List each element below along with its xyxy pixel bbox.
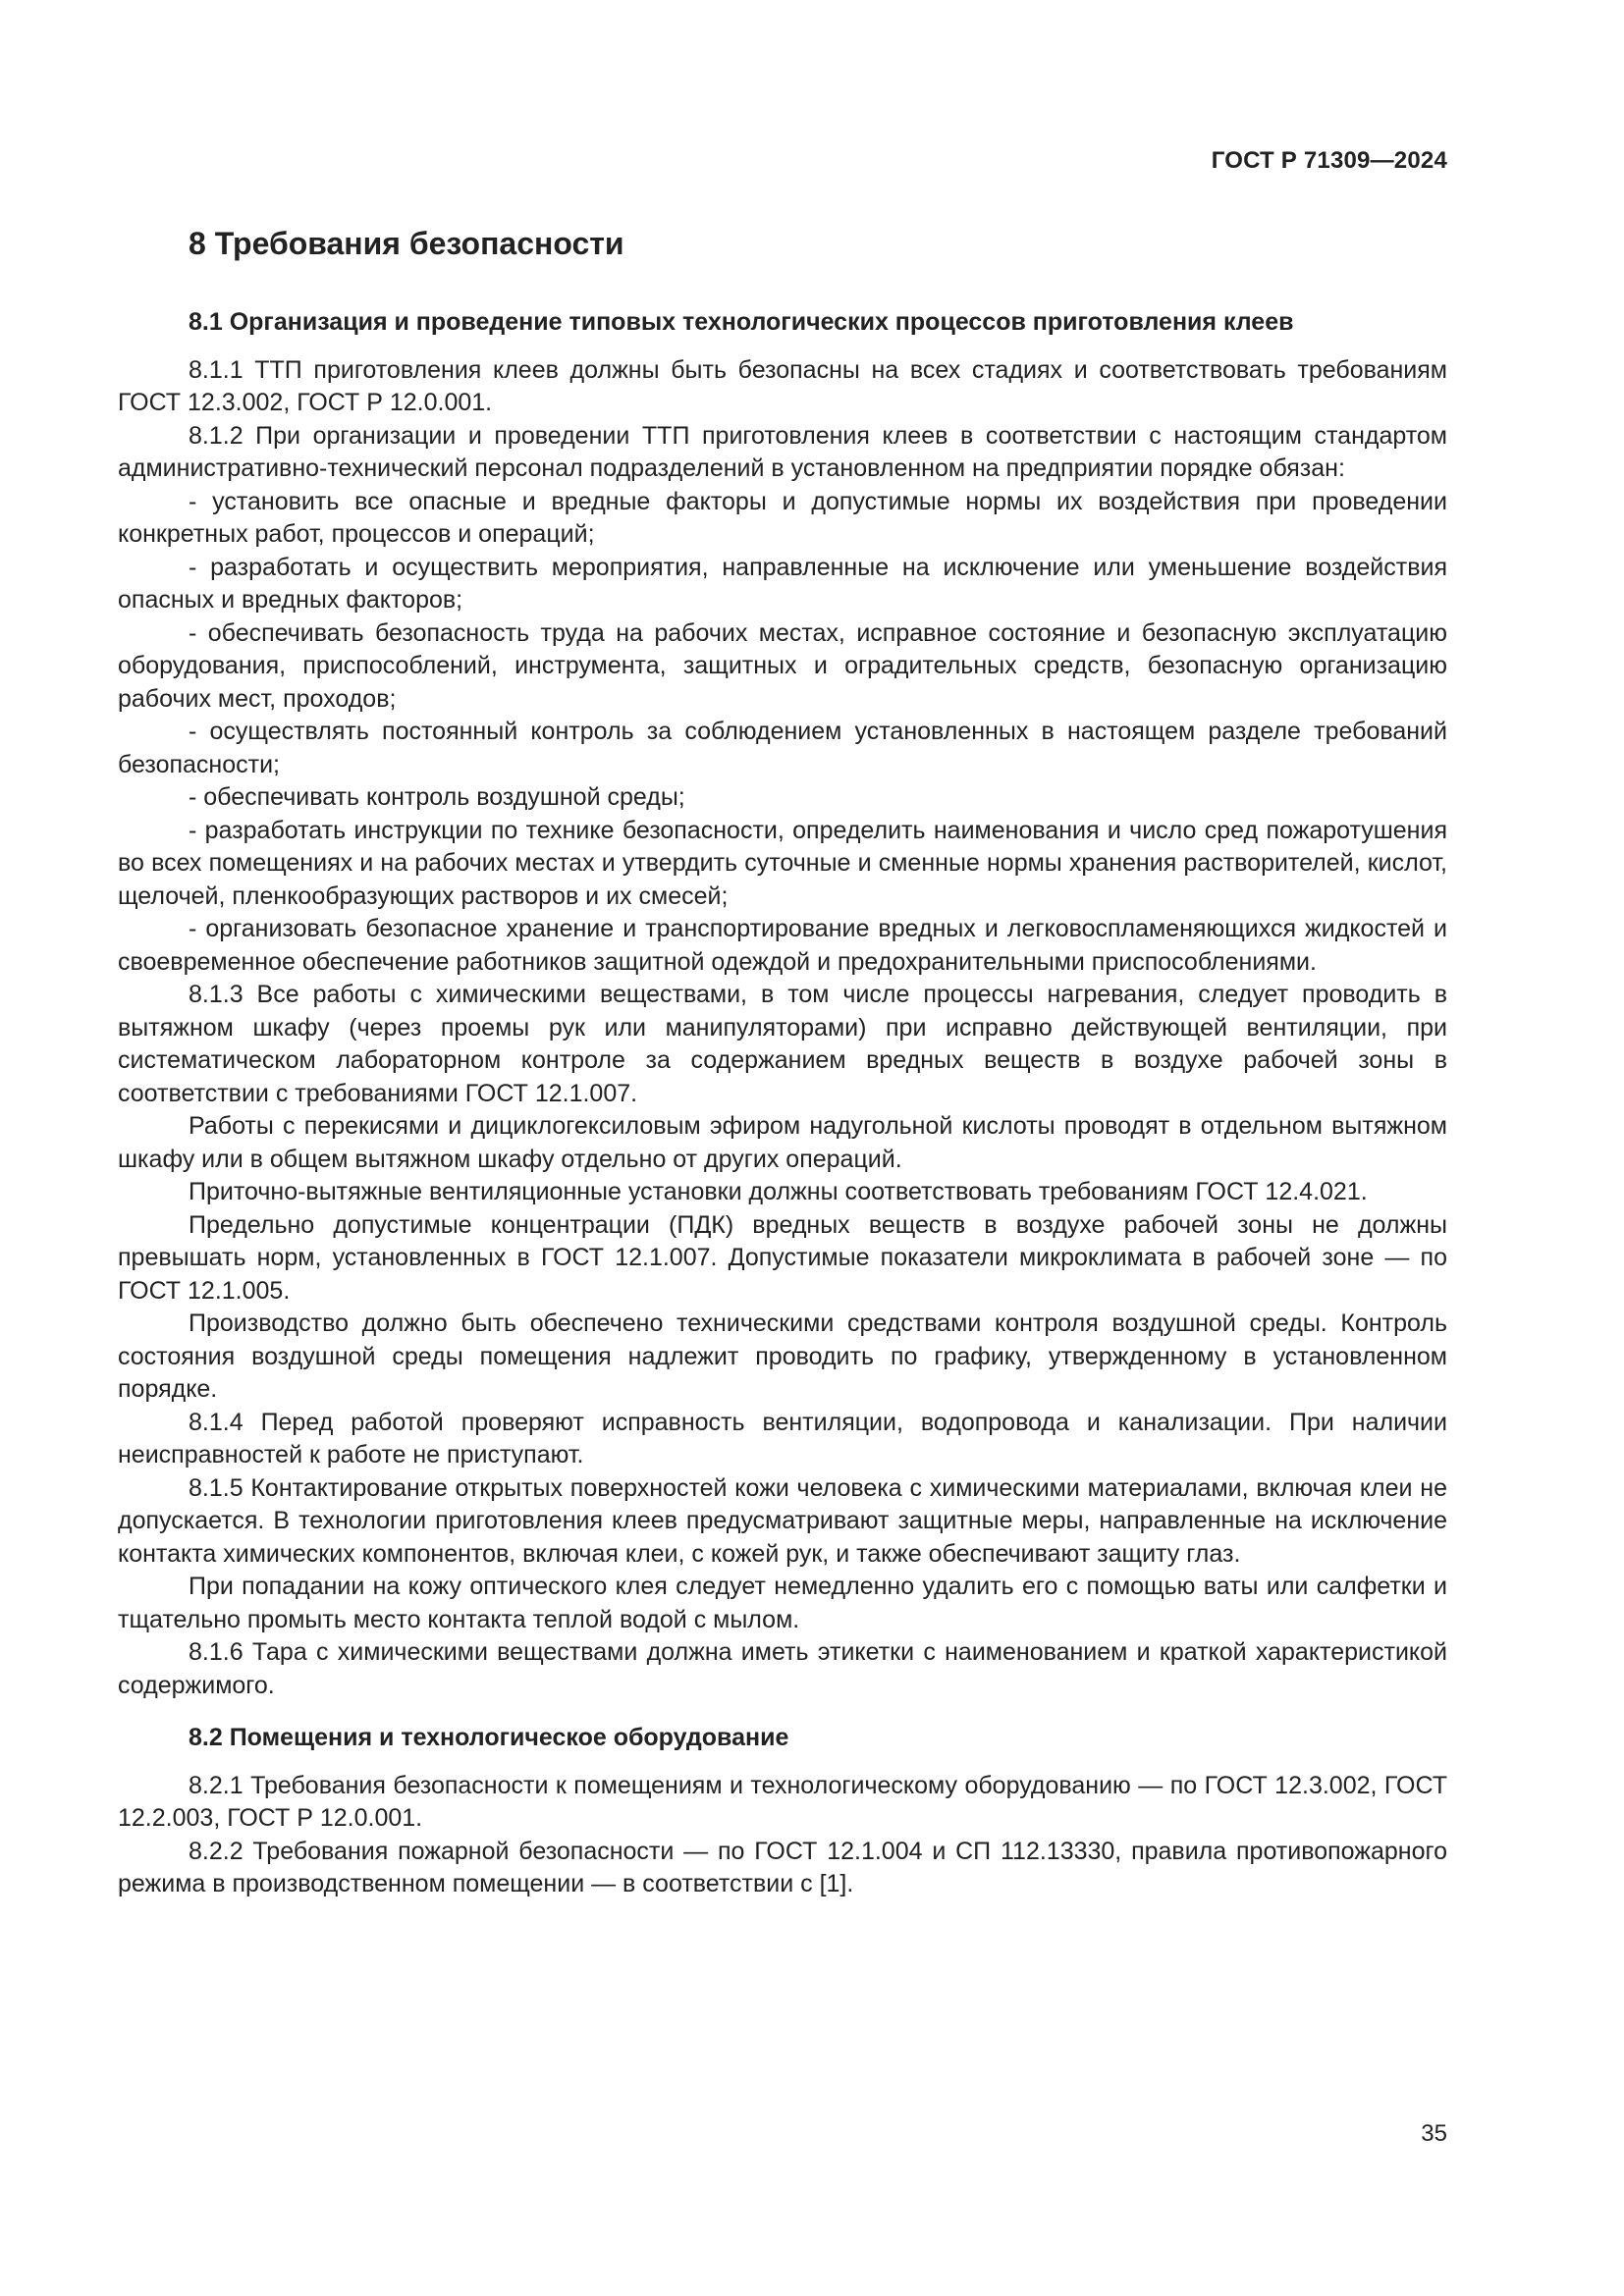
paragraph: При попадании на кожу оптического клея следует немедленно удалить его с помощью ваты или салфетки и тщательно промыть место контакта теплой водой с мылом. xyxy=(118,1573,1447,1633)
paragraph: Предельно допустимые концентрации (ПДК) вредных веществ в воздухе рабочей зоны не должны превышать норм, установленных в ГОСТ 12.1.007. Допустимые показатели микроклимата в рабочей зоне — по ГОСТ 12.1.005. xyxy=(118,1210,1447,1305)
list-item: - организовать безопасное хранение и транспортирование вредных и легковоспламеняющихся жидкостей и своевременное обеспечение работников защитной одеждой и предохранительными приспособлениями. xyxy=(118,915,1447,976)
list-item: - осуществлять постоянный контроль за соблюдением установленных в настоящем разделе требований безопасности; xyxy=(118,718,1447,778)
paragraph-8-1-5: 8.1.5 Контактирование открытых поверхностей кожи человека с химическими материалами, включая клеи не допускается. В технологии приготовления клеев предусматривают защитные меры, направленные на исключение контакта химических компонентов, включая клеи, с кожей рук, и также обеспечивают защиту глаз. xyxy=(118,1473,1447,1568)
page-content xyxy=(118,222,1447,1901)
list-item: - обеспечивать контроль воздушной среды; xyxy=(189,783,685,811)
subsection-body-8-1 xyxy=(118,354,1447,1703)
subsection-title-8-2: 8.2 Помещения и технологическое оборудование xyxy=(189,1724,789,1751)
list-item: - установить все опасные и вредные факторы и допустимые нормы их воздействия при проведении конкретных работ, процессов и операций; xyxy=(118,487,1447,548)
document-header-id: ГОСТ Р 71309—2024 xyxy=(1211,147,1447,174)
paragraph-8-2-2: 8.2.2 Требования пожарной безопасности — по ГОСТ 12.1.004 и СП 112.13330, правила противопожарного режима в производственном помещении — в соответствии с [1]. xyxy=(118,1837,1447,1897)
paragraph-8-1-4: 8.1.4 Перед работой проверяют исправность вентиляции, водопровода и канализации. При наличии неисправностей к работе не приступают. xyxy=(118,1408,1447,1468)
list-item: - обеспечивать безопасность труда на рабочих местах, исправное состояние и безопасную эксплуатацию оборудования, приспособлений, инструмента, защитных и оградительных средств, безопасную организацию рабочих мест, проходов; xyxy=(118,618,1447,713)
subsection-title-8-1: 8.1 Организация и проведение типовых технологических процессов приготовления клеев xyxy=(189,308,1294,336)
paragraph: Работы с перекисями и дициклогексиловым эфиром надугольной кислоты проводят в отдельном вытяжном шкафу или в общем вытяжном шкафу отдельно от других операций. xyxy=(118,1112,1447,1173)
paragraph: Производство должно быть обеспечено техническими средствами контроля воздушной среды. Контроль состояния воздушной среды помещения надлежит проводить по графику, утвержденному в установленном порядке. xyxy=(118,1309,1447,1403)
list-item: - разработать и осуществить мероприятия, направленные на исключение или уменьшение воздействия опасных и вредных факторов; xyxy=(118,553,1447,614)
list-item: - разработать инструкции по технике безопасности, определить наименования и число сред пожаротушения во всех помещениях и на рабочих местах и утвердить суточные и сменные нормы хранения растворителей, кислот, щелочей, пленкообразующих растворов и их смесей; xyxy=(118,816,1447,910)
paragraph-8-1-1: 8.1.1 ТТП приготовления клеев должны быть безопасны на всех стадиях и соответствовать требованиям ГОСТ 12.3.002, ГОСТ Р 12.0.001. xyxy=(118,355,1447,416)
paragraph: Приточно-вытяжные вентиляционные установки должны соответствовать требованиям ГОСТ 12.4.021. xyxy=(189,1178,1368,1205)
section-title: 8 Требования безопасности xyxy=(189,226,624,261)
paragraph-8-1-3: 8.1.3 Все работы с химическими веществами, в том числе процессы нагревания, следует проводить в вытяжном шкафу (через проемы рук или манипуляторами) при исправно действующей вентиляции, при систематическом лабораторном контроле за содержанием вредных веществ в воздухе рабочей зоны в соответствии с требованиями ГОСТ 12.1.007. xyxy=(118,981,1447,1107)
paragraph-8-1-2: 8.1.2 При организации и проведении ТТП приготовления клеев в соответствии с настоящим стандартом административно-технический персонал подразделений в установленном на предприятии порядке обязан: xyxy=(118,421,1447,482)
page-number: 35 xyxy=(1421,2120,1447,2147)
paragraph-8-1-6: 8.1.6 Тара с химическими веществами должна иметь этикетки с наименованием и краткой характеристикой содержимого. xyxy=(118,1638,1447,1699)
paragraph-8-2-1: 8.2.1 Требования безопасности к помещениям и технологическому оборудованию — по ГОСТ 12.3.002, ГОСТ 12.2.003, ГОСТ Р 12.0.001. xyxy=(118,1771,1447,1832)
subsection-body-8-2 xyxy=(118,1770,1447,1901)
